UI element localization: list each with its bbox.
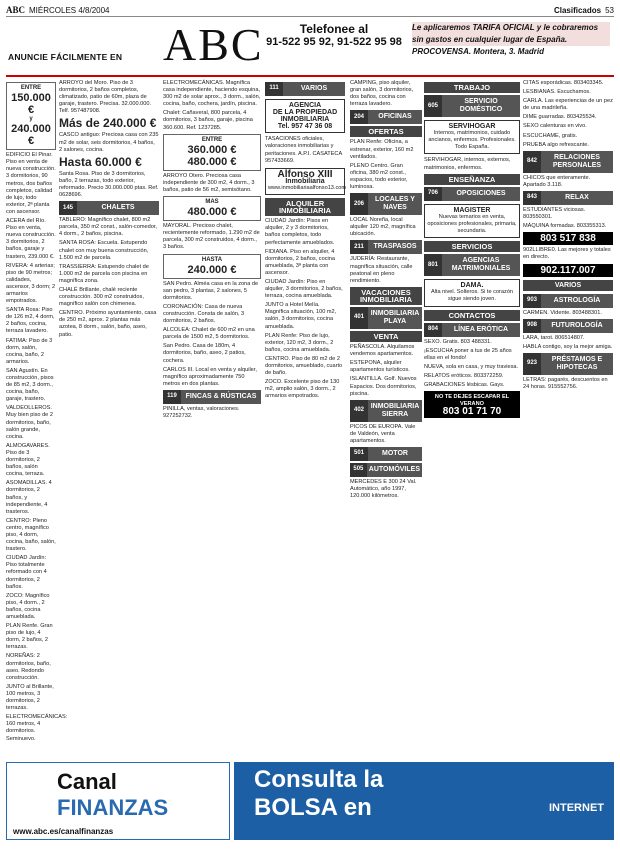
category-header: 801 AGENCIAS MATRIMONIALES <box>424 254 520 276</box>
classified-ad: ESTEPONA, alquiler apartamentos turísticos. <box>350 360 410 374</box>
classified-ad: JUNTO al Brillante, 100 metros, 3 dormitorios, 2 terrazas. <box>6 683 54 712</box>
classified-ad: Chalet: Cañaveral, 800 parcela, 4 dormitorios, 3 baños, garaje, piscina 360.600. Ref. 1237285. <box>163 110 253 131</box>
classified-ad: CASCO antiguo: Preciosa casa con 235 m2 de solar, seis dormitorios, 4 baños, 2 salones, cocina. <box>59 132 159 153</box>
classified-ad: ACERA del Río. Piso en venta, nueva construcción. 3 dormitorios, 2 baños, garaje y trastero, 239.000 €. <box>6 218 56 260</box>
classified-ad: NUEVA, sola en casa, y muy traviesa. <box>424 363 519 370</box>
banner-promo-address: PROCOVENSA. Montera, 3. Madrid <box>412 47 545 56</box>
classified-ad: LESBIANAS. Escuchamos. <box>523 89 591 96</box>
agency-ad: DAMA. Alta nivel. Solteros. Si te corazón sigue siendo joven. <box>424 279 520 306</box>
classified-ad: DIME guarradas. 803425534. <box>523 114 597 121</box>
classified-ad: HABLA contigo, soy la mejor amiga. <box>523 343 613 350</box>
classified-ad: ASOMADILLAS. 4 dormitorios, 2 baños, y independiente, 4 trasteros. <box>6 480 52 515</box>
classified-ad: FATIMA: Piso de 3 dorm, salón, cocina, baño, 2 armarios. <box>6 337 53 365</box>
classified-ad: JUDERÍA: Restaurante, magnífica situación, calle peatonal en pleno rendimiento. <box>350 256 413 284</box>
classified-ad: SAN Pedro. Alméa casa en la zona de san pedro, 3 plantas, 2 salones, 5 dormitorios. <box>163 280 259 301</box>
classified-ad: CHALÉ Brillante, chalé reciente construcción. 300 m2 construidos, magnífico salón con chimenea. <box>59 286 144 308</box>
classified-ad: PEÑASCOLA. Alquilamos vendemos apartamentos. <box>350 344 415 358</box>
category-header: 204 OFICINAS <box>350 110 422 124</box>
banner-promo <box>412 22 610 58</box>
classified-ad: ALCOLEA: Chalet de 600 m2 en una parcela de 1500 m2, 5 dormitorios. <box>163 327 255 341</box>
banner-phone-numbers: 91-522 95 92, 91-522 95 98 <box>266 36 402 48</box>
classified-ad: LARA, tarot. 806514807. <box>523 334 585 341</box>
banner-promo-text: Le aplicaremos TARIFA OFICIAL y le cobraremos sin gastos en cualquier lugar de España. <box>412 22 610 46</box>
classified-ad: CARLA. Las experiencias de un pez de una madrileña. <box>523 98 613 112</box>
header-page-number: 53 <box>605 5 614 15</box>
classified-ad: ESTUDIANTES viciosas. 803550301. <box>523 206 586 221</box>
category-header: 842 RELACIONES PERSONALES <box>523 151 613 173</box>
bolsa-internet-ad[interactable]: Consulta la BOLSA en INTERNET <box>234 762 614 840</box>
classified-ad: ESCUCHAME, gratis. <box>523 132 578 139</box>
banner-phone <box>264 22 404 48</box>
classified-ad: PICOS DE EUROPA. Vale de Valdeón, venta apartamentos. <box>350 423 416 444</box>
classified-ad: SAN Agustín. En construcción, pisos de 85 m2, 3 dorm., cocina, baño, garaje, trastero. <box>6 367 54 403</box>
column-7: CITAS esporádicas. 803403345. LESBIANAS. Escuchamos. CARLA. Las experiencias de un pez de una madrileña. DIME guarradas. 803425534. SEXO calenturas en vivo. ESCUCHAME, gratis. PRUEBA algo refrescante. 842 RELACIONES PERSONALES CHICOS que enteramente. Apartado 3.118. 843 RELAX ESTUDIANTES viciosas. 803550301. MÁQUINA formadas. 803355313. 803 517 838 902LLIBRE0. Las mejores y totales en directo. 902.117.007 VARIOS 903 ASTROLOGÍA CARMEN. Vidente. 803488301. 908 FUTUROLOGÍA LARA, tarot. 806514807. HABLA contigo, soy la mejor amiga. 923 PRÉSTAMOS E HIPOTECAS LETRAS: pagarés, descuentos en 24 horas. 915552756. <box>523 80 613 391</box>
classified-ad: GRABACIONES lésbicas. Gays. <box>424 382 505 389</box>
classified-ad: EDIFICIO El Pinar. Piso en venta de nueva construcción. 3 dormitorios, 90 metros, dos baños completos, calidad de lujo, todo exterior, 2ª planta con ascensor. <box>6 152 56 215</box>
category-header: 908 FUTUROLOGÍA <box>523 319 613 333</box>
column-3 <box>163 80 261 760</box>
category-header: 119 FINCAS & RÚSTICAS <box>163 390 261 404</box>
classified-ad: MÁQUINA formadas. 803355313. <box>523 223 607 230</box>
classified-ad: CENTRO. Piso de 80 m2 de 2 dormitorios, amueblado, cuarto de baño. <box>265 355 343 377</box>
price-range-box: ENTRE 150.000 € y 240.000 € <box>6 82 56 150</box>
classified-ad: ARROYO Otero. Preciosa casa independiente de 300 m2, 4 dorm., 3 baños, patio de 56 m2, semisótano. <box>163 172 255 193</box>
category-header: 903 ASTROLOGÍA <box>523 294 613 308</box>
category-header <box>59 201 159 215</box>
section-header: ALQUILER INMOBILIARIA <box>265 198 345 216</box>
price-range-box: ENTRE 360.000 € 480.000 € <box>163 134 261 171</box>
classified-ad: MAYORAL. Precioso chalet, recientemente reformado, 1.290 m2 de parcela, 300 m2 construidos, 4 dorm., 3 baños. <box>163 223 260 251</box>
classified-ad: TASACIONES oficiales, valoraciones inmobiliarias y peritaciones. A.P.I. CASATECA 957433669. <box>265 136 342 164</box>
classified-ad: SEXO calenturas en vivo. <box>523 123 587 130</box>
classified-ad: PRUEBA algo refrescante. <box>523 141 589 148</box>
category-header: 111 VARIOS <box>265 82 345 96</box>
classified-ad: CENTRO. Próximo ayuntamiento, casa de 250 m2, aprox. 2 plantas más azotea, 8 dorm., salón, baño, aseo, patio. <box>59 310 157 338</box>
agency-ad: MAGISTER Nuevas temarios en venta, oposiciones profesionales, primaria, secundaria. <box>424 204 520 238</box>
promo-phone-box: 902.117.007 <box>523 264 613 277</box>
classified-ad: PLAN Renfe: Piso de lujo, exterior, 120 m2, 3 dorm., 2 baños, cocina amueblada. <box>265 332 334 353</box>
classified-ad: CORONACIÓN: Casa de nueva construcción. Consta de salón, 3 dormitorios, 2 baños. <box>163 303 245 325</box>
finanzas-link[interactable]: www.abc.es/canalfinanzas <box>13 827 114 836</box>
classified-ad: ZOCO. Excelente piso de 130 m2, amplio salón, 3 dorm., 2 armarios empotrados. <box>265 379 340 400</box>
classified-ad: CIUDAD Jardín: Piso en alquiler, 3 dormitorios, 2 baños, terraza, cocina amueblada. <box>265 278 343 300</box>
classified-ad: PLENO Centro. Gran oficina, 380 m2 const., espacios, todo exterior, luminosa. <box>350 162 408 191</box>
agency-ad: AGENCIA DE LA PROPIEDAD INMOBILIARIA Tel. 957 47 36 08 <box>265 99 345 133</box>
classified-ad: CARMEN. Vidente. 803488301. <box>523 309 602 316</box>
promo-phone-box: 803 517 838 <box>523 232 613 245</box>
classified-ad: ISLANTILLA. Golf. Nuevos Espacios. Dos dormitorios, piscina. <box>350 376 417 397</box>
classified-ad: SANTA Rosa: Piso de 126 m2, 4 dorm, 2 baños, cocina, terraza lavadero. <box>6 307 55 335</box>
classified-ad: CHICOS que enteramente. Apartado 3.118. <box>523 174 591 188</box>
classified-ad: SANTA ROSA: Escuela. Estupendo chalet con muy buena construcción, 1.500 m2 de parcela. <box>59 240 149 261</box>
agency-ad: SERVIHOGAR Internos, matrimonios, cuidado ancianos, enfermos. Profesionales. Todo España. <box>424 120 520 154</box>
classified-ad: LOCAL Noreña, local alquiler 120 m2, magnífica ubicación. <box>350 217 416 238</box>
classified-ad: ZOCO: Magnífico piso, 4 dorm., 2 baños, cocina amueblada. <box>6 592 50 620</box>
column-4 <box>265 80 345 760</box>
price-range-label: ENTRE <box>20 85 42 91</box>
category-label: CHALETS <box>101 204 135 212</box>
promo-phone-box: NO TE DEJES ESCAPAR EL VERANO 803 01 71 70 <box>424 391 520 418</box>
header-date: MIÉRCOLES 4/8/2004 <box>29 5 110 15</box>
price-range-box: MAS 480.000 € <box>163 196 261 221</box>
classified-ad: JUNTO a Hotel Melía. Magnífica situación, 100 m2, salón, 3 dormitorios, cocina amueblada. <box>265 302 337 330</box>
classified-ad: CARLOS III. Local en venta y alquiler, magnífico aproximadamente 750 metros en dos plantas. <box>163 366 257 387</box>
classified-ad: CAMPING, piso alquiler, gran salón, 3 dormitorios, dos baños, cocina con terraza lavadero. <box>350 80 414 108</box>
category-header: 501 MOTOR <box>350 447 422 461</box>
abc-logo: ABC <box>163 19 264 70</box>
category-header: 605 SERVICIO DOMÉSTICO <box>424 95 520 117</box>
classified-ad: RELATOS eróticos. 803372259. <box>424 372 504 379</box>
column-6: TRABAJO 605 SERVICIO DOMÉSTICO SERVIHOGAR Internos, matrimonios, cuidado ancianos, enfermos. Profesionales. Todo España. SERVIHOGAR, internos, externos, matrimonios, enfermos. ENSEÑANZA 706 OPOSICIONES MAGISTER Nuevas temarios en venta, oposiciones profesionales, primaria, secundaria. SERVICIOS 801 AGENCIAS MATRIMONIALES DAMA. Alta nivel. Solteros. Si te corazón sigue siendo joven. CONTACTOS 804 LÍNEA ERÓTICA SEXO. Gratis. 803 488331. ¡ESCUCHA poner a tus de 25 años ellas en el fondo! NUEVA, sola en casa, y muy traviesa. RELATOS eróticos. 803372259. GRABACIONES lésbicas. Gays. NO TE DEJES ESCAPAR EL VERANO 803 01 71 70 <box>424 83 519 418</box>
classified-ad: Santa Rosa. Piso de 3 dormitorios, baño, 2 terrazas, todo exterior, reformado. Precio 30.000.000 ptas. Ref. 0628696. <box>59 170 159 199</box>
classified-ad: ¡ESCUCHA poner a tus de 25 años ellas en el fondo! <box>424 347 512 361</box>
ad-banner <box>6 19 614 77</box>
classified-ad: CITAS esporádicas. 803403345. <box>523 80 604 86</box>
category-header: 401 INMOBILIARIA PLAYA <box>350 307 422 329</box>
classified-ad: TABLERO: Magnífico chalet, 800 m2 parcela, 350 m2 const., salón-comedor, 4 dorm., 2 baños, piscina. <box>59 217 157 238</box>
classified-ad: SERVIHOGAR, internos, externos, matrimonios, enfermos. <box>424 157 511 171</box>
classified-ad: ELECTROMECÁNICAS: 160 metros, 4 dormitorios. Seminuevo. <box>6 714 68 742</box>
classified-ad: LETRAS: pagarés, descuentos en 24 horas. 915552756. <box>523 376 608 391</box>
classified-ad: NOREÑAS: 2 dormitorios, baño, aseo. Redondo construcción. <box>6 653 51 681</box>
classified-ad: FIDIANA. Piso en alquiler, 4 dormitorios, 2 baños, cocina amueblada, 3ª planta con ascensor. <box>265 248 335 276</box>
classified-ad: MERCEDES E 300 24 Val. Automático, año 1997, 120.000 kilómetros. <box>350 479 417 500</box>
banner-tagline: ANUNCIE FÁCILMENTE EN <box>8 52 123 62</box>
column-2 <box>59 80 159 760</box>
price-range-min: 150.000 € <box>11 92 51 117</box>
agency-ad: Alfonso XIII Inmobiliaria www.inmobiliariaalfonso13.com <box>265 168 345 195</box>
category-header: 923 PRÉSTAMOS E HIPOTECAS <box>523 353 613 375</box>
classified-ad: ELECTROMECÁNICAS. Magnífica casa independiente, haciendo esquina, 300 m2 de solar aprox., 3 dorm., salón, cocina, baño, cochera, jardín, piscina. <box>163 80 261 108</box>
classified-ad: VALDEOLLEROS. Muy bien piso de 2 dormitorios, baño, salón grande, cocina. <box>6 405 53 440</box>
classified-ad: PLAN Renfe: Oficina, a estrenar, exterior, 160 m2 ventilados. <box>350 139 414 160</box>
category-header: 206 LOCALES Y NAVES <box>350 193 422 215</box>
category-header: 843 RELAX <box>523 191 613 205</box>
classified-ad: PLAN Renfe. Gran piso de lujo, 4 dorm, 2 baños, 2 terrazas. <box>6 623 53 651</box>
category-header: 804 LÍNEA ERÓTICA <box>424 323 520 337</box>
page-header <box>6 4 614 17</box>
header-section: Clasificados <box>553 5 602 15</box>
banner-phone-label: Telefonee al <box>299 22 369 36</box>
classified-ad: CIUDAD Jardín: Pisos en alquiler, 2 y 3 dormitorios, baños completos, todo perfectamente amueblados. <box>265 218 335 246</box>
classified-ad: RIVERA: 4 arterias; piso de 90 metros; calidades, ascensor, 3 dorm; 2 armarios empotrados. <box>6 262 56 305</box>
classified-ad: CIUDAD Jardín: Piso totalmente reformado con 4 dormitorios, 2 baños. <box>6 555 47 590</box>
category-header: 402 INMOBILIARIA SIERRA <box>350 400 422 422</box>
classified-ad: PINILLA, ventas, valoraciones. 927252732. <box>163 405 240 419</box>
price-heading: Hasta 60.000 € <box>59 154 142 169</box>
classified-ad: CENTRO: Pleno centro, magnífico piso, 4 dorm, cocina, baño, salón, trastero. <box>6 517 56 553</box>
classified-ad: San Pedro. Casa de 180m, 4 dormitorios, baño, aseo, 2 patios, cochera. <box>163 343 246 364</box>
column-5: CAMPING, piso alquiler, gran salón, 3 dormitorios, dos baños, cocina con terraza lavadero. 204 OFICINAS OFERTAS PLAN Renfe: Oficina, a estrenar, exterior, 160 m2 ventilados. PLENO Centro. Gran oficina, 380 m2 const., espacios, todo exterior, luminosa. 206 LOCALES Y NAVES LOCAL Noreña, local alquiler 120 m2, magnífica ubicación. 211 TRASPASOS JUDERÍA: Restaurante, magnífica situación, calle peatonal en pleno rendimiento. VACACIONES INMOBILIARIA 401 INMOBILIARIA PLAYA VENTA PEÑASCOLA. Alquilamos vendemos apartamentos. ESTEPONA, alquiler apartamentos turísticos. ISLANTILLA. Golf. Nuevos Espacios. Dos dormitorios, piscina. 402 INMOBILIARIA SIERRA PICOS DE EUROPA. Vale de Valdeón, venta apartamentos. 501 MOTOR 505 AUTOMÓVILES MERCEDES E 300 24 Val. Automático, año 1997, 120.000 kilómetros. <box>350 80 420 500</box>
header-brand: ABC <box>6 5 26 15</box>
classified-ad: SEXO. Gratis. 803 488331. <box>424 338 492 345</box>
price-heading: Más de 240.000 € <box>59 116 157 131</box>
category-header: 706 OPOSICIONES <box>424 187 520 201</box>
price-range-box: HASTA 240.000 € <box>163 254 261 279</box>
category-header: 211 TRASPASOS <box>350 240 422 254</box>
canal-finanzas-ad[interactable]: Canal FINANZAS www.abc.es/canalfinanzas <box>6 762 230 840</box>
category-number: 145 <box>59 201 77 215</box>
classified-ad: TRASSIERRA: Estupendo chalet de 1.000 m2 de parcela con piscina en magnífica zona. <box>59 263 149 284</box>
bottom-advert <box>6 762 614 840</box>
classified-ad: 902LLIBRE0. Las mejores y totales en directo. <box>523 247 611 261</box>
category-header: 505 AUTOMÓVILES <box>350 463 422 477</box>
classified-ad: ARROYO del Moro. Piso de 3 dormitorios, 2 baños completos, climatizado, patio de 60m, plaza de garaje, trastero. Precisa. 32.000.000. Telf. 957487908. <box>59 80 152 115</box>
classified-ad: ALMOGAVARES. Piso de 3 dormitorios, 2 baños, salón cocina, terraza. <box>6 442 50 478</box>
price-range-max: 240.000 € <box>11 123 51 148</box>
